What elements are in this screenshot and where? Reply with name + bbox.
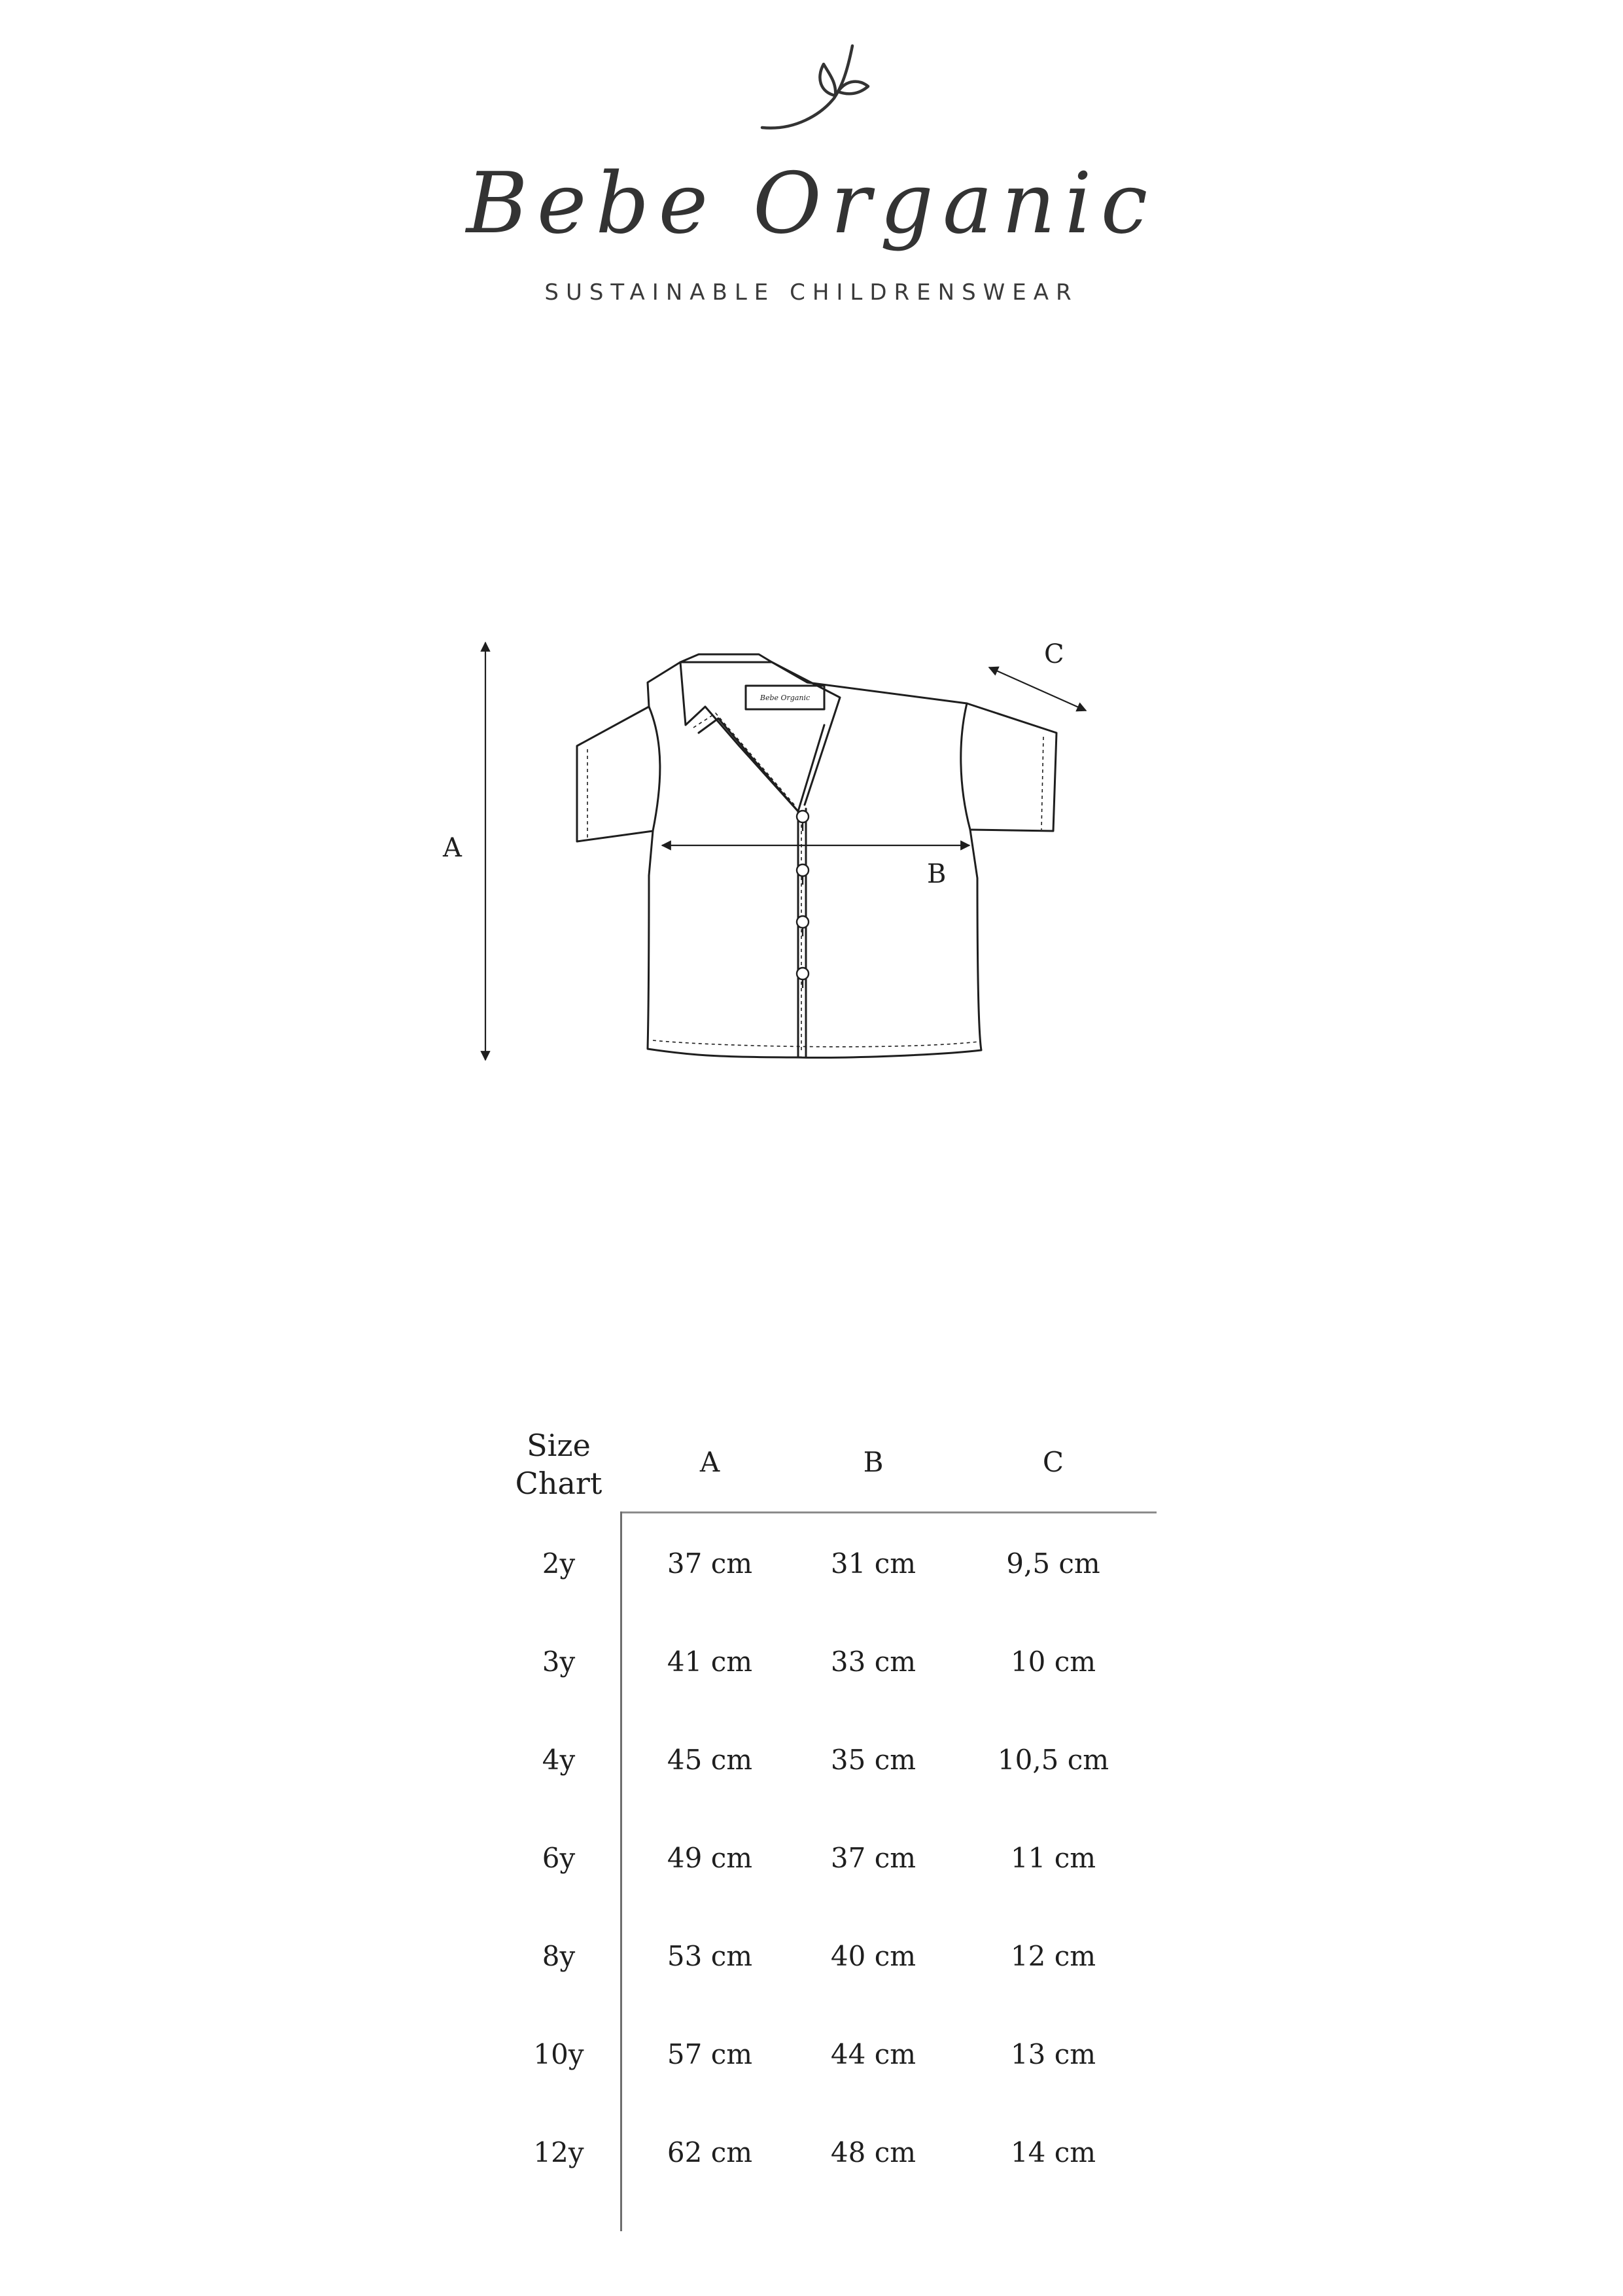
- button-2: [797, 864, 809, 876]
- column-header-a: A: [699, 1446, 720, 1478]
- dimension-b-label: B: [927, 859, 947, 889]
- header-divider: [620, 1511, 1157, 1513]
- size-cell: 8y: [542, 1940, 576, 1972]
- value-c-cell: 10,5 cm: [997, 1744, 1109, 1776]
- shirt-flat-sketch: [406, 615, 1164, 1073]
- value-a-cell: 45 cm: [667, 1744, 753, 1776]
- value-a-cell: 53 cm: [667, 1940, 753, 1972]
- table-row: [497, 2035, 1151, 2074]
- button-4: [797, 968, 809, 980]
- value-b-cell: 48 cm: [830, 2136, 916, 2168]
- size-cell: 3y: [542, 1646, 576, 1678]
- value-b-cell: 35 cm: [830, 1744, 916, 1776]
- neck-label-text: Bebe Organic: [759, 694, 811, 702]
- size-cell: 6y: [542, 1842, 576, 1874]
- value-c-cell: 10 cm: [1010, 1646, 1096, 1678]
- value-a-cell: 37 cm: [667, 1547, 753, 1580]
- table-row: [497, 1937, 1151, 1976]
- table-row: [497, 1839, 1151, 1878]
- size-cell: 10y: [533, 2038, 584, 2070]
- size-cell: 12y: [533, 2136, 584, 2168]
- dimension-a-label: A: [443, 833, 462, 863]
- brand-logo: [0, 0, 1623, 340]
- dimension-c-arrow: [989, 667, 1086, 711]
- value-c-cell: 11 cm: [1010, 1842, 1096, 1874]
- value-c-cell: 12 cm: [1010, 1940, 1096, 1972]
- value-a-cell: 41 cm: [667, 1646, 753, 1678]
- table-row: [497, 1642, 1151, 1682]
- size-chart-header: Size Chart: [515, 1428, 602, 1501]
- value-b-cell: 40 cm: [830, 1940, 916, 1972]
- brand-wordmark: Bebe Organic: [466, 155, 1157, 253]
- button-3: [797, 916, 809, 928]
- table-row: [497, 1740, 1151, 1780]
- leaf-icon: [756, 33, 873, 137]
- value-b-cell: 37 cm: [830, 1842, 916, 1874]
- value-a-cell: 62 cm: [667, 2136, 753, 2168]
- value-c-cell: 9,5 cm: [1006, 1547, 1100, 1580]
- value-a-cell: 57 cm: [667, 2038, 753, 2070]
- value-b-cell: 31 cm: [830, 1547, 916, 1580]
- table-row: [497, 2133, 1151, 2172]
- shirt-measurement-diagram: [406, 615, 1164, 1073]
- value-c-cell: 13 cm: [1010, 2038, 1096, 2070]
- column-header-c: C: [1042, 1446, 1064, 1478]
- value-b-cell: 44 cm: [830, 2038, 916, 2070]
- size-cell: 4y: [542, 1744, 576, 1776]
- table-row: [497, 1544, 1151, 1583]
- value-a-cell: 49 cm: [667, 1842, 753, 1874]
- button-1: [797, 811, 809, 822]
- brand-tagline: SUSTAINABLE CHILDRENSWEAR: [544, 279, 1079, 306]
- value-c-cell: 14 cm: [1010, 2136, 1096, 2168]
- column-header-b: B: [863, 1446, 884, 1478]
- value-b-cell: 33 cm: [830, 1646, 916, 1678]
- size-cell: 2y: [542, 1547, 576, 1580]
- dimension-c-label: C: [1044, 639, 1064, 669]
